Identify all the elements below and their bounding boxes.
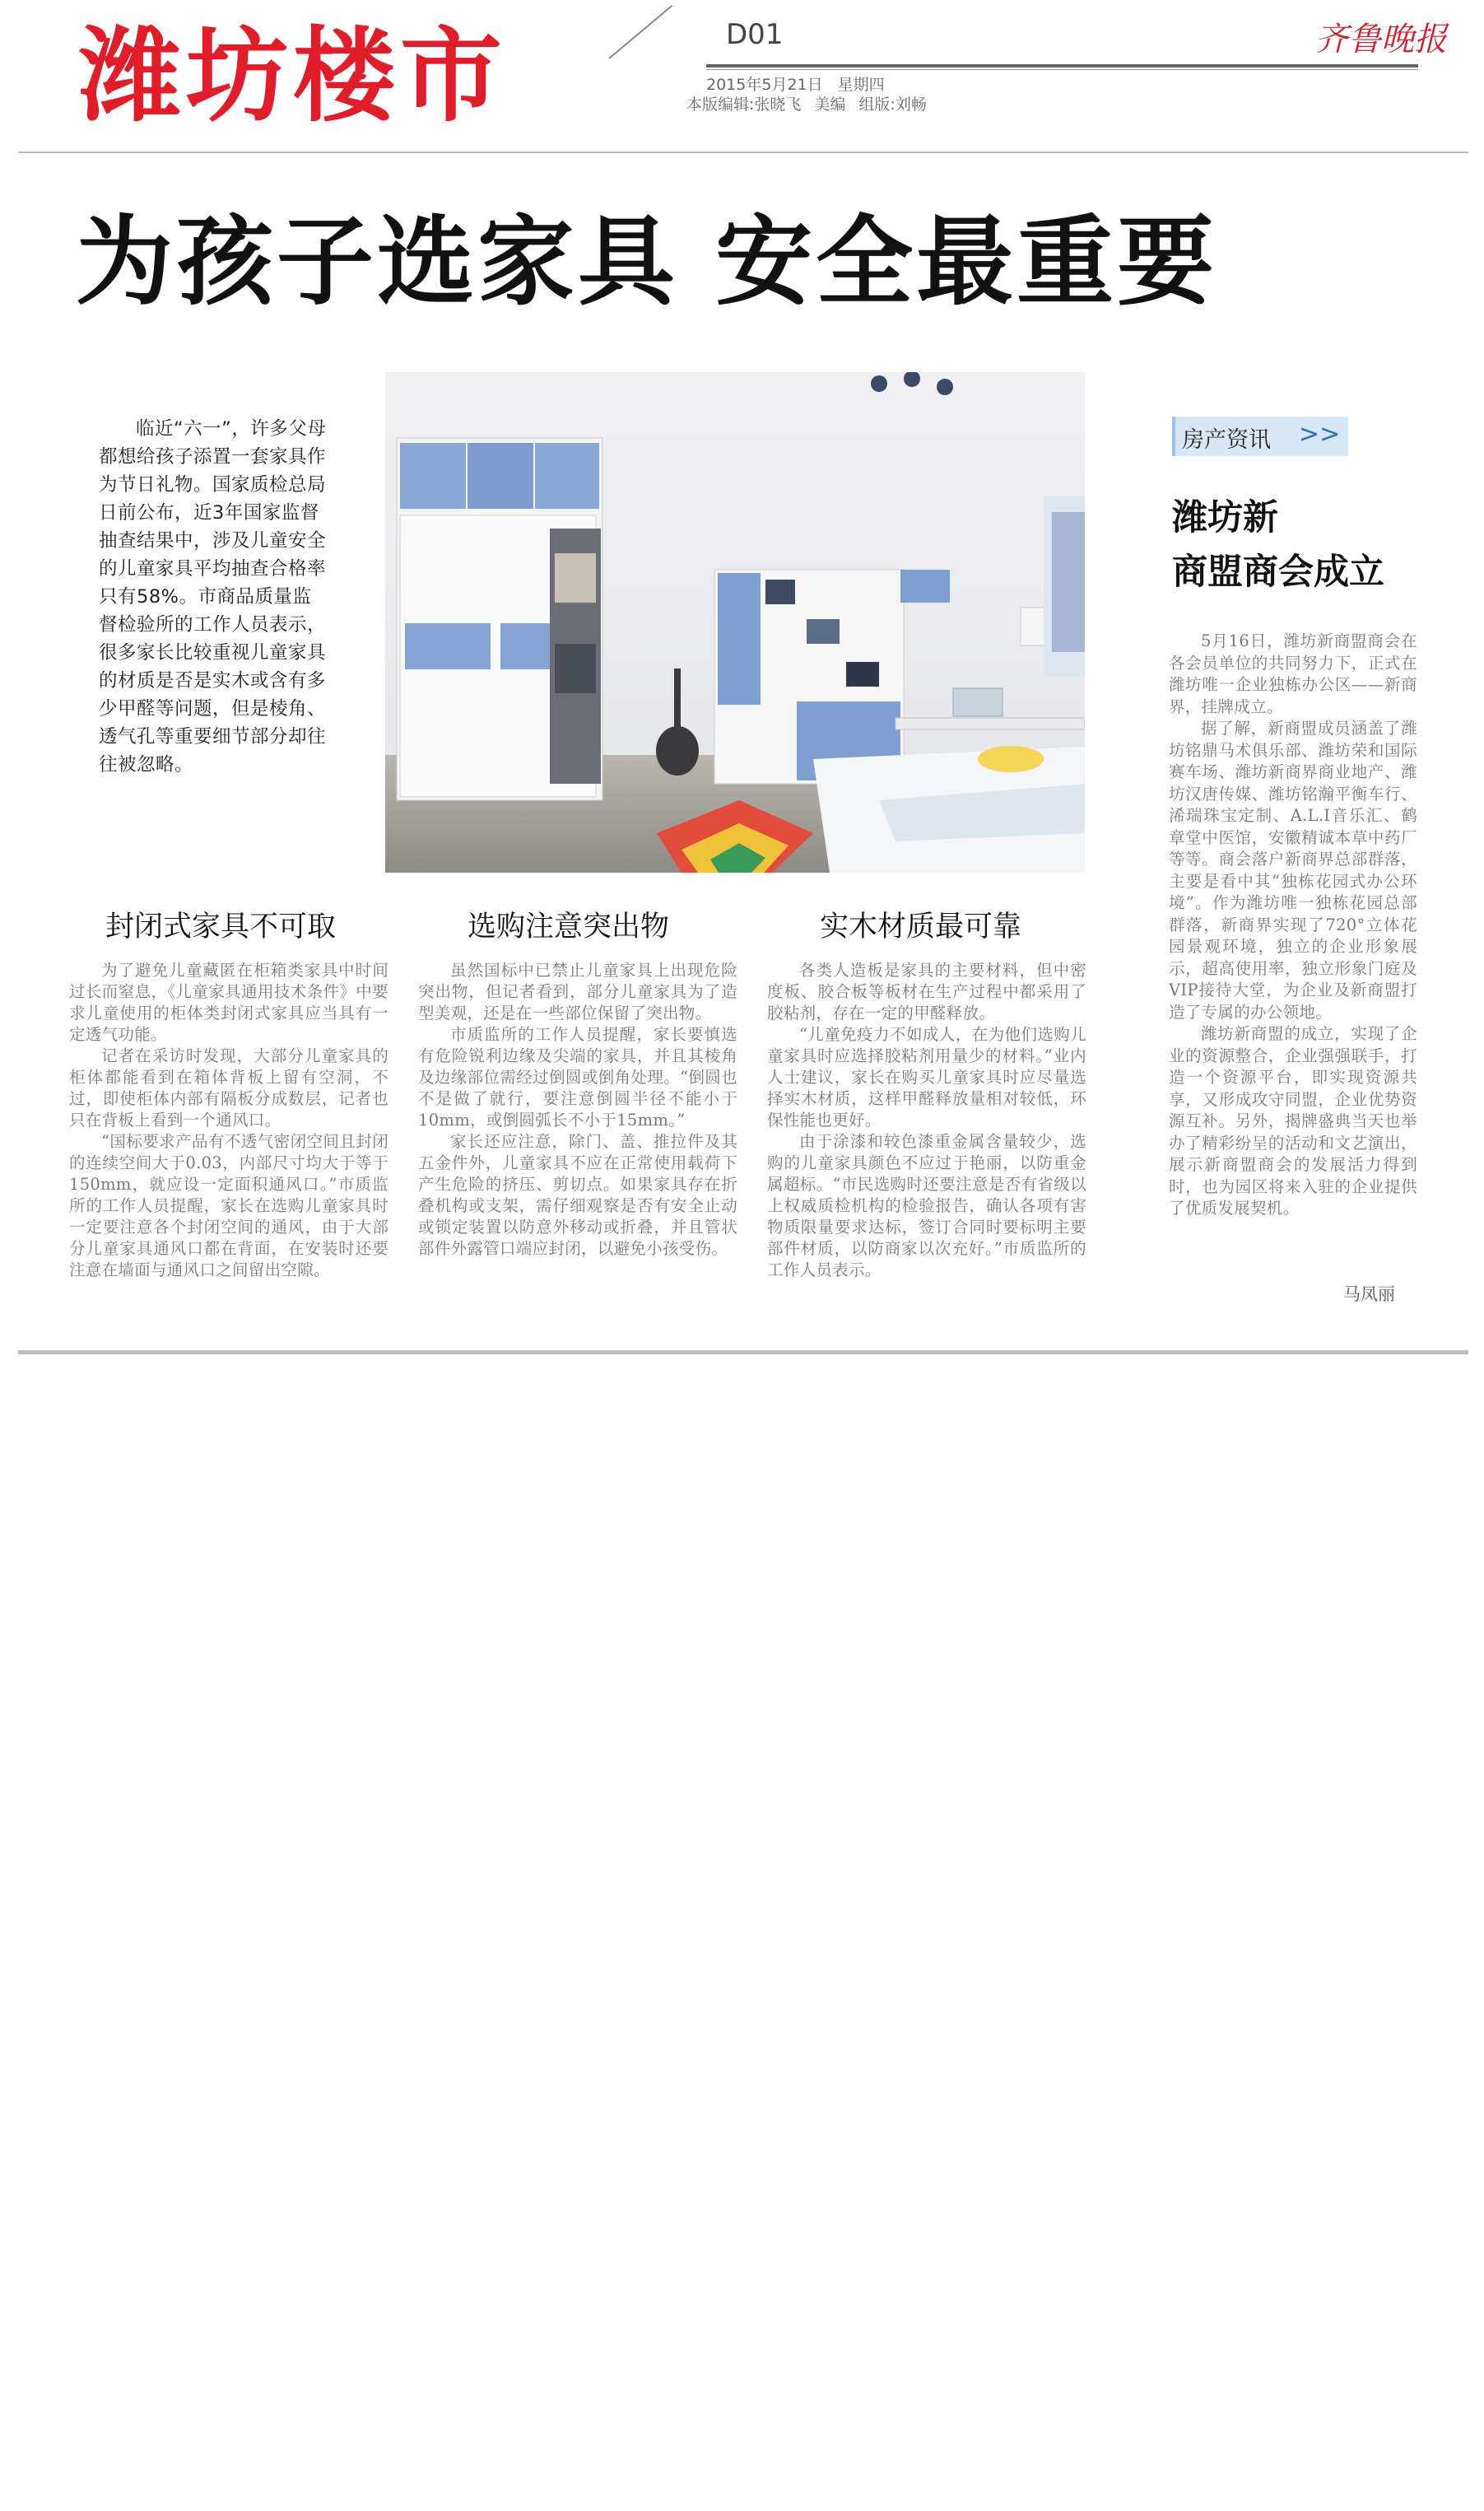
sidebar-body (1169, 631, 1417, 1220)
sidebar-paragraph: 潍坊新商盟的成立，实现了企业的资源整合，企业强强联手，打造一个资源平台，即实现资源共享，又形成攻守同盟，企业优势资源互补。另外，揭牌盛典当天也举办了精彩纷呈的活动和文艺演出，展示新商盟商会的发展活力得到时，也为园区将来入驻的企业提供了优质发展契机。 (1169, 1024, 1417, 1218)
masthead-title: 潍坊楼市 (79, 17, 508, 136)
sidebar-title-line-2: 商盟商会成立 (1172, 552, 1384, 593)
article-column-3 (767, 960, 1086, 1281)
double-chevron-right-icon: >> (1299, 420, 1341, 449)
editor-credit: 本版编辑:张晓飞 (686, 96, 802, 114)
page-bottom-rule (18, 1350, 1468, 1354)
article-paragraph: “国标要求产品有不透气密闭空间且封闭的连续空间大于0.03，内部尺寸均大于等于150mm，就应设一定面积通风口。”市质监所的工作人员提醒，家长在选购儿童家具时一定要注意各个封闭空间的通风，由于大部分儿童家具通风口都在背面，在安装时还要注意在墙面与通风口之间留出空隙。 (69, 1132, 388, 1279)
bedroom-illustration (385, 372, 1085, 873)
sidebar-paragraph: 据了解，新商盟成员涵盖了潍坊铭鼎马术俱乐部、潍坊荣和国际赛车场、潍坊新商界商业地产、潍坊汉唐传媒、潍坊铭瀚平衡车行、浠瑞珠宝定制、A.L.I音乐汇、鹤章堂中医馆，安徽精诚本草中药厂等等。商会落户新商界总部群落，主要是看中其“独栋花园式办公环境”。作为潍坊唯一独栋花园总部群落，新商界实现了720°立体花园景观环境，独立的企业形象展示，超高使用率，独立形象门庭及VIP接待大堂，为企业及新商盟打造了专属的办公领地。 (1169, 719, 1417, 1022)
paper-logo: 齐鲁晚报 (1315, 21, 1447, 58)
page-number: D01 (726, 18, 784, 51)
sidebar-tag-label: 房产资讯 (1182, 427, 1271, 453)
issue-credits (686, 92, 940, 114)
sidebar-title (1172, 491, 1435, 599)
issue-weekday: 星期四 (837, 76, 885, 94)
sidebar-author: 马凤丽 (1343, 1284, 1395, 1304)
article-paragraph: 市质监所的工作人员提醒，家长要慎选有危险锐利边缘及尖端的家具，并且其棱角及边缘部位需经过倒圆或倒角处理。“倒圆也不是做了就行，要注意倒圆半径不能小于10mm，或倒圆弧长不小于15mm。” (418, 1025, 737, 1130)
sidebar-title-line-1: 潍坊新 (1172, 497, 1278, 538)
section-heading-protrusions: 选购注意突出物 (468, 911, 670, 943)
sidebar-paragraph: 5月16日，潍坊新商盟商会在各会员单位的共同努力下，正式在潍坊唯一企业独栋办公区——新商界，挂牌成立。 (1169, 631, 1417, 716)
masthead-rule (18, 151, 1468, 153)
article-paragraph: 由于涂漆和较色漆重金属含量较少，选购的儿童家具颜色不应过于艳丽，以防重金属超标。“市民选购时还要注意是否有省级以上权威质检机构的检验报告，确认各项有害物质限量要求达标，签订合同时要标明主要部件材质，以防商家以次充好。”市质监所的工作人员表示。 (767, 1132, 1086, 1279)
article-column-1 (69, 960, 388, 1281)
section-heading-enclosed: 封闭式家具不可取 (105, 911, 337, 943)
intro-paragraph: 临近“六一”，许多父母都想给孩子添置一套家具作为节日礼物。国家质检总局日前公布，近3年国家监督抽查结果中，涉及儿童安全的儿童家具平均抽查合格率只有58%。市商品质量监督检验所的工作人员表示，很多家长比较重视儿童家具的材质是否是实木或含有多少甲醛等问题，但是棱角、透气孔等重要细节部分却往往被忽略。 (99, 418, 327, 776)
article-paragraph: 为了避免儿童藏匿在柜箱类家具中时间过长而窒息，《儿童家具通用技术条件》中要求儿童使用的柜体类封闭式家具应当具有一定透气功能。 (69, 961, 388, 1044)
article-paragraph: 虽然国标中已禁止儿童家具上出现危险突出物，但记者看到，部分儿童家具为了造型美观，还是在一些部位保留了突出物。 (418, 961, 737, 1023)
issue-date: 2015年5月21日 (706, 76, 823, 94)
issue-date-line (706, 72, 900, 95)
article-column-2 (418, 960, 737, 1260)
header-rule-thin (706, 69, 1418, 70)
header-rule (706, 64, 1418, 68)
article-paragraph: “儿童免疫力不如成人，在为他们选购儿童家具时应选择胶粘剂用量少的材料。”业内人士建议，家长在购买儿童家具时应尽量选择实木材质，这样甲醛释放量相对较低，环保性能也更好。 (767, 1025, 1086, 1130)
article-paragraph: 记者在采访时发现，大部分儿童家具的柜体都能看到在箱体背板上留有空洞，不过，即使柜体内部有隔板分成数层，记者也只在背板上看到一个通风口。 (69, 1046, 388, 1130)
proof-credit: 组版:刘畅 (858, 96, 927, 114)
article-paragraph: 家长还应注意，除门、盖、推拉件及其五金件外，儿童家具不应在正常使用载荷下产生危险的挤压、剪切点。如果家具存在折叠机构或支架，需仔细观察是否有安全止动或锁定装置以防意外移动或折叠，并且管状部件外露管口端应封闭，以避免小孩受伤。 (418, 1132, 737, 1258)
designer-credit: 美编 (814, 96, 846, 114)
section-heading-solidwood: 实木材质最可靠 (820, 911, 1022, 943)
masthead-divider (608, 5, 672, 59)
headline: 为孩子选家具 安全最重要 (76, 205, 1218, 319)
article-paragraph: 各类人造板是家具的主要材料，但中密度板、胶合板等板材在生产过程中都采用了胶粘剂，存在一定的甲醛释放。 (767, 961, 1086, 1023)
bedroom-photo (385, 372, 1085, 873)
